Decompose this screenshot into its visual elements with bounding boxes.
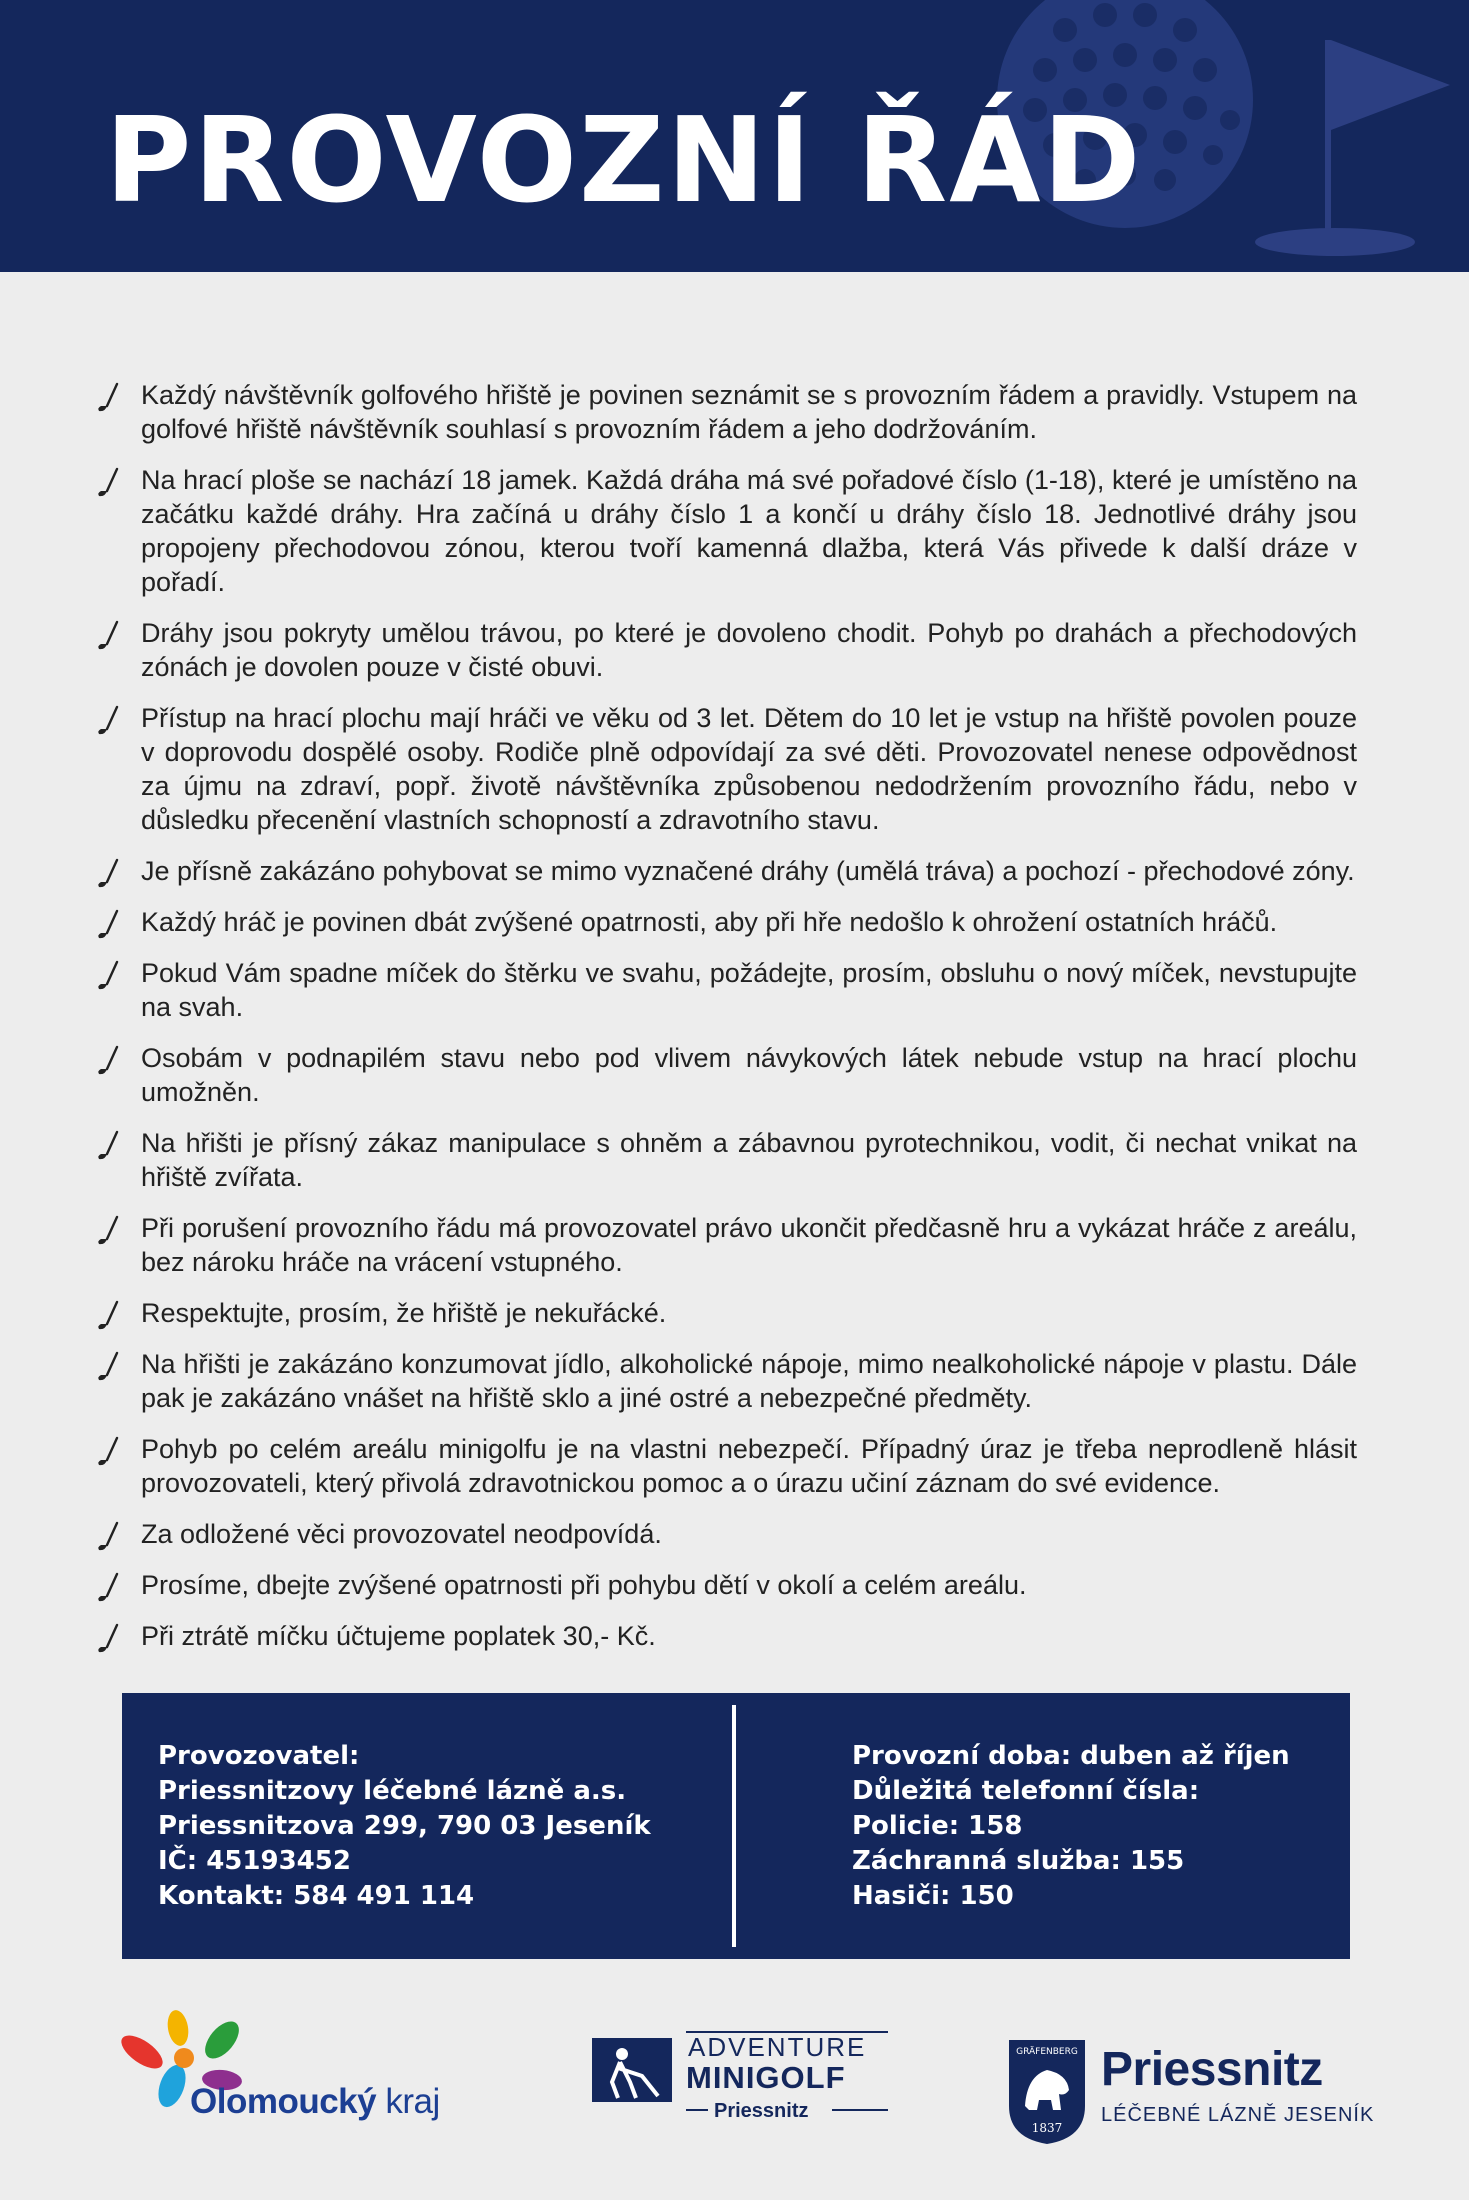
golf-club-bullet-icon [95,705,125,737]
opening-hours: Provozní doba: duben až říjen [852,1741,1290,1771]
rule-item [95,701,1357,837]
rule-text: Na hřišti je zakázáno konzumovat jídlo, alkoholické nápoje, mimo nealkoholické nápoje v plastu. Dále pak je zakázáno vnášet na hřiště sklo a jiné ostré a nebezpečné předměty. [141,1349,1357,1413]
olomouc-name: Olomoucký [190,2082,377,2121]
operator-address: Priessnitzova 299, 790 03 Jeseník [158,1811,651,1841]
lion-seal-icon [1005,2036,1089,2146]
priessnitz-subtitle: LÉČEBNÉ LÁZNĚ JESENÍK [1101,2104,1375,2126]
minigolf-line2: MINIGOLF [686,2060,846,2095]
rule-text: Každý hráč je povinen dbát zvýšené opatrnosti, aby při hře nedošlo k ohrožení ostatních hráčů. [141,907,1278,937]
rule-text: Osobám v podnapilém stavu nebo pod vlivem návykových látek nebude vstup na hrací plochu umožněn. [141,1043,1357,1107]
info-box [122,1693,1350,1959]
rule-text: Na hrací ploše se nachází 18 jamek. Každá dráha má své pořadové číslo (1-18), které je umístěno na začátku každé dráhy. Hra začíná u dráhy číslo 1 a končí u dráhy číslo 18. Jednotlivé dráhy jsou propojeny přechodovou zónou, kterou tvoří kamenná dlažba, která Vás přivede k další dráze v pořadí. [141,465,1357,597]
rule-text: Za odložené věci provozovatel neodpovídá. [141,1519,662,1549]
golf-club-bullet-icon [95,1300,125,1332]
golf-club-bullet-icon [95,467,125,499]
olomouc-wordmark [190,2082,440,2122]
phone-firefighters: Hasiči: 150 [852,1881,1014,1911]
rule-item [95,378,1357,446]
golf-club-bullet-icon [95,620,125,652]
golf-club-bullet-icon [95,1351,125,1383]
olomouc-suffix: kraj [385,2082,440,2121]
golf-club-bullet-icon [95,382,125,414]
golf-club-bullet-icon [95,1623,125,1655]
operator-label: Provozovatel: [158,1741,360,1771]
phones-label: Důležitá telefonní čísla: [852,1776,1200,1806]
rule-item [95,1041,1357,1109]
golf-flag-icon [1255,20,1465,260]
minigolf-line1: ADVENTURE [688,2032,867,2062]
golf-club-bullet-icon [95,909,125,941]
rule-text: Každý návštěvník golfového hřiště je povinen seznámit se s provozním řádem a pravidly. Vstupem na golfové hřiště návštěvník souhlasí s provozním řádem a jeho dodržováním. [141,380,1357,444]
rule-item [95,1347,1357,1415]
golf-club-bullet-icon [95,1130,125,1162]
golf-club-bullet-icon [95,1572,125,1604]
rule-text: Při ztrátě míčku účtujeme poplatek 30,- Kč. [141,1621,656,1651]
seal-year: 1837 [1031,2121,1063,2135]
golf-club-bullet-icon [95,1521,125,1553]
rule-text: Přístup na hrací plochu mají hráči ve věku od 3 let. Dětem do 10 let je vstup na hřiště povolen pouze v doprovodu dospělé osoby. Rodiče plně odpovídají za své děti. Provozovatel nenese odpovědnost za újmu na zdraví, popř. životě návštěvníka způsobenou nedodržením provozního řádu, nebo v důsledku přecenění vlastních schopností a zdravotního stavu. [141,703,1357,835]
operator-name: Priessnitzovy léčebné lázně a.s. [158,1776,627,1806]
seal-top-text: GRÄFENBERG [1016,2047,1078,2057]
priessnitz-logo [1005,2036,1375,2146]
minigolf-line3: Priessnitz [714,2100,809,2122]
golf-club-bullet-icon [95,858,125,890]
rule-item [95,1296,1357,1330]
phone-police: Policie: 158 [852,1811,1023,1841]
operator-ic: IČ: 45193452 [158,1846,351,1876]
header-banner [0,0,1469,272]
olomoucky-kraj-logo [112,2010,492,2140]
golf-club-bullet-icon [95,1045,125,1077]
rule-item [95,956,1357,1024]
rule-text: Na hřišti je přísný zákaz manipulace s ohněm a zábavnou pyrotechnikou, vodit, či nechat vnikat na hřiště zvířata. [141,1128,1357,1192]
golf-club-bullet-icon [95,1436,125,1468]
phone-ambulance: Záchranná služba: 155 [852,1846,1185,1876]
rule-item [95,1211,1357,1279]
hours-and-phones [852,1739,1290,1914]
page-title: PROVOZNÍ ŘÁD [105,91,1143,229]
rule-item [95,905,1357,939]
rule-item [95,1126,1357,1194]
operator-info [158,1739,651,1914]
rule-item [95,1517,1357,1551]
golf-club-bullet-icon [95,960,125,992]
operator-contact: Kontakt: 584 491 114 [158,1881,475,1911]
rule-item [95,854,1357,888]
rule-item [95,1432,1357,1500]
rule-item [95,1568,1357,1602]
rules-list [95,378,1357,1670]
golf-club-bullet-icon [95,1215,125,1247]
rule-text: Je přísně zakázáno pohybovat se mimo vyznačené dráhy (umělá tráva) a pochozí - přechodové zóny. [141,856,1355,886]
rule-text: Pokud Vám spadne míček do štěrku ve svahu, požádejte, prosím, obsluhu o nový míček, nevstupujte na svah. [141,958,1357,1022]
rule-text: Pohyb po celém areálu minigolfu je na vlastni nebezpečí. Případný úraz je třeba neprodleně hlásit provozovateli, který přivolá zdravotnickou pomoc a o úrazu učiní záznam do své evidence. [141,1434,1357,1498]
adventure-minigolf-logo [590,2030,890,2130]
rule-text: Prosíme, dbejte zvýšené opatrnosti při pohybu dětí v okolí a celém areálu. [141,1570,1027,1600]
rule-item [95,463,1357,599]
rule-text: Respektujte, prosím, že hřiště je nekuřácké. [141,1298,667,1328]
rule-item [95,616,1357,684]
rule-item [95,1619,1357,1653]
rule-text: Dráhy jsou pokryty umělou trávou, po které je dovoleno chodit. Pohyb po drahách a přechodových zónách je dovolen pouze v čisté obuvi. [141,618,1357,682]
rule-text: Při porušení provozního řádu má provozovatel právo ukončit předčasně hru a vykázat hráče z areálu, bez nároku hráče na vrácení vstupného. [141,1213,1357,1277]
info-divider [732,1705,736,1947]
priessnitz-name: Priessnitz [1101,2043,1323,2096]
